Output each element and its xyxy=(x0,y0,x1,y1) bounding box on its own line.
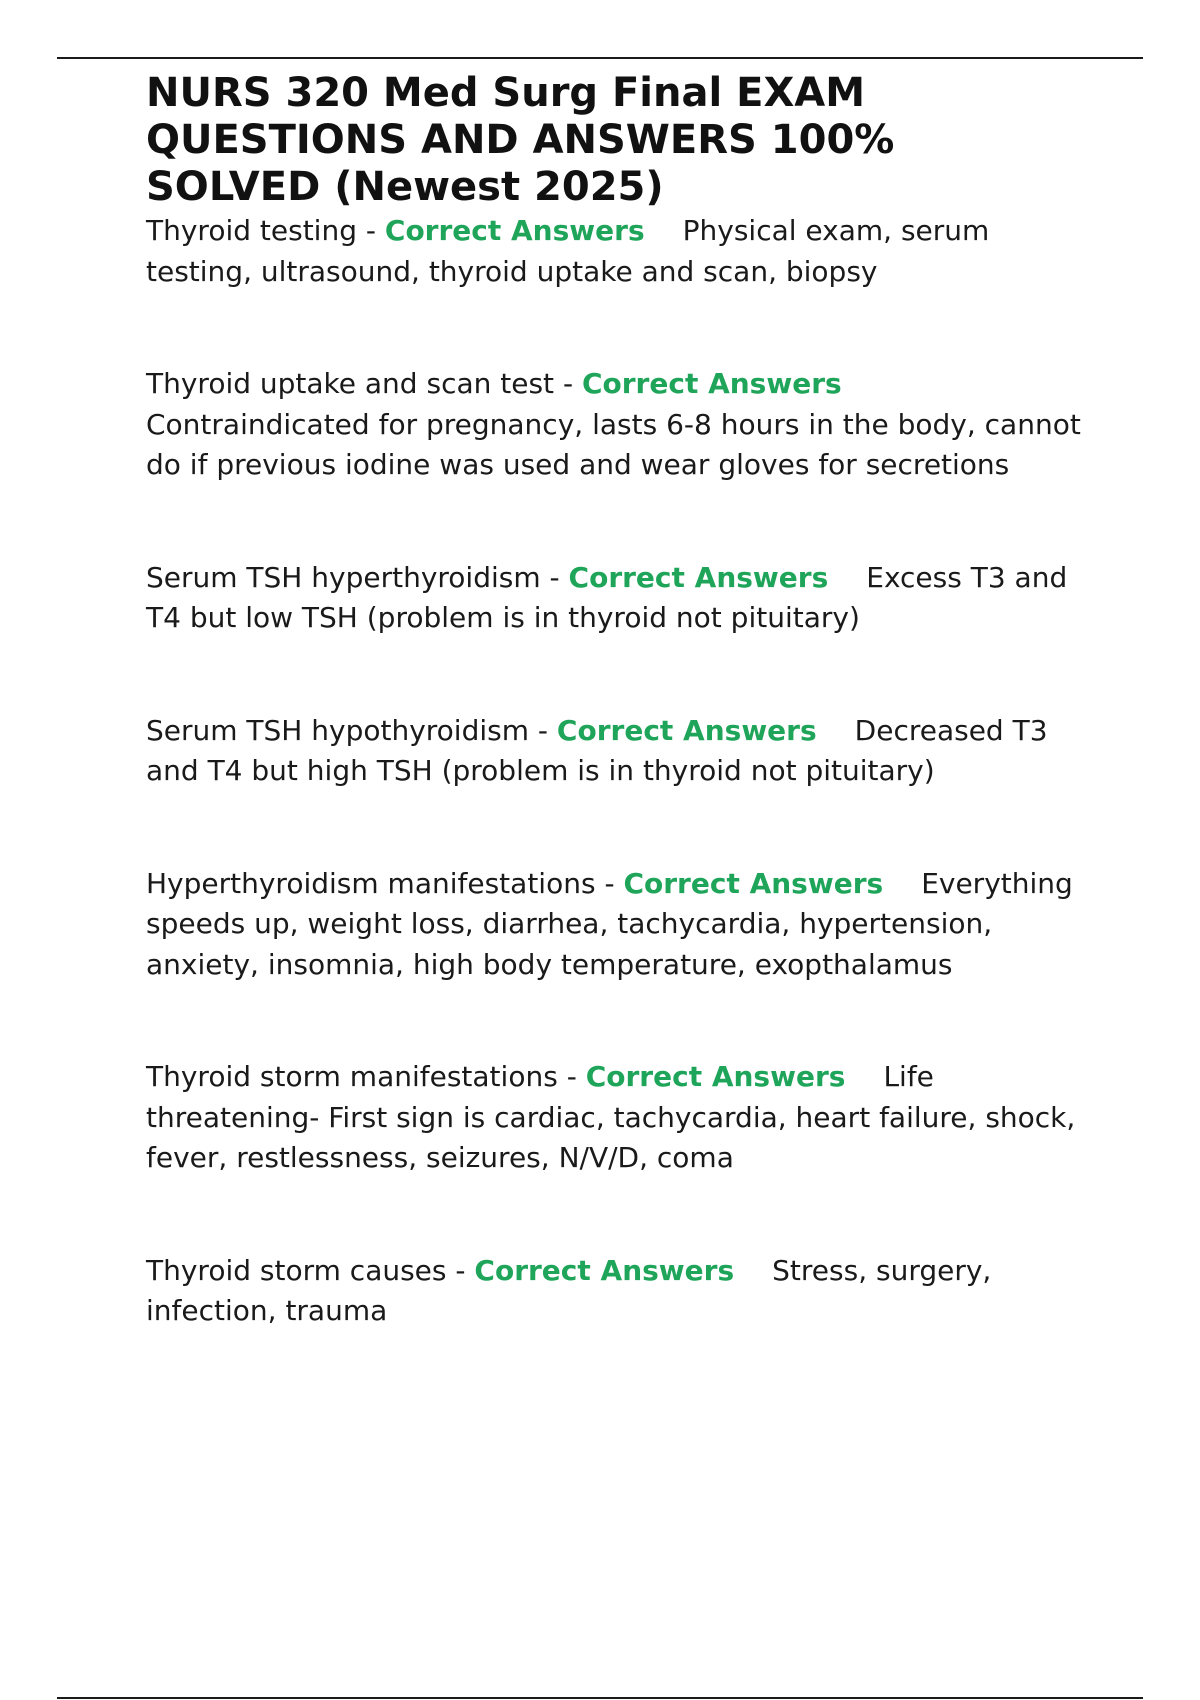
correct-answers-label: Correct Answers xyxy=(384,214,645,247)
page-content xyxy=(146,70,1086,1332)
question-text: Thyroid storm manifestations xyxy=(146,1060,558,1093)
bottom-divider xyxy=(57,1697,1143,1699)
question-text: Hyperthyroidism manifestations xyxy=(146,866,596,900)
answer-text: Excess T3 and T4 but low TSH (problem is in thyroid not pituitary) xyxy=(146,560,1068,634)
correct-answers-label: Correct Answers xyxy=(474,1253,735,1287)
qa-item xyxy=(146,558,1086,639)
qa-item xyxy=(146,711,1086,792)
correct-answers-label: Correct Answers xyxy=(623,866,884,900)
top-divider xyxy=(57,57,1143,59)
separator: - xyxy=(540,560,569,594)
question-text: Thyroid storm causes xyxy=(146,1253,447,1287)
qa-item xyxy=(146,864,1086,986)
answer-text: Stress, surgery, infection, trauma xyxy=(146,1253,992,1327)
answer-text: Life threatening- First sign is cardiac, tachycardia, heart failure, shock, fever, restlessness, seizures, N/V/D, coma xyxy=(146,1060,1076,1174)
answer-text: Everything speeds up, weight loss, diarrhea, tachycardia, hypertension, anxiety, insomnia, high body temperature, exopthalamus xyxy=(146,866,1073,981)
qa-item xyxy=(146,364,1086,486)
separator: - xyxy=(595,866,624,900)
qa-item xyxy=(146,1251,1086,1332)
qa-item xyxy=(146,1057,1086,1179)
correct-answers-label: Correct Answers xyxy=(568,560,829,594)
separator: - xyxy=(529,713,557,747)
answer-text: Physical exam, serum testing, ultrasound, thyroid uptake and scan, biopsy xyxy=(146,214,990,288)
correct-answers-label: Correct Answers xyxy=(556,713,817,747)
separator: - xyxy=(557,1060,586,1093)
question-text: Thyroid testing xyxy=(146,214,357,247)
qa-item xyxy=(146,211,1086,292)
question-text: Serum TSH hyperthyroidism xyxy=(146,560,541,594)
separator: - xyxy=(446,1253,475,1287)
correct-answers-label: Correct Answers xyxy=(581,367,842,400)
answer-text: Decreased T3 and T4 but high TSH (problem is in thyroid not pituitary) xyxy=(146,713,1048,787)
answer-text: Contraindicated for pregnancy, lasts 6-8 hours in the body, cannot do if previous iodine was used and wear gloves for secretions xyxy=(146,407,1081,481)
qa-list xyxy=(146,211,1086,1332)
separator: - xyxy=(356,214,385,247)
document-title: NURS 320 Med Surg Final EXAM QUESTIONS AND ANSWERS 100% SOLVED (Newest 2025) xyxy=(146,70,895,210)
separator: - xyxy=(554,367,582,400)
question-text: Thyroid uptake and scan test xyxy=(146,367,555,400)
question-text: Serum TSH hypothyroidism xyxy=(146,713,530,747)
correct-answers-label: Correct Answers xyxy=(585,1060,846,1093)
